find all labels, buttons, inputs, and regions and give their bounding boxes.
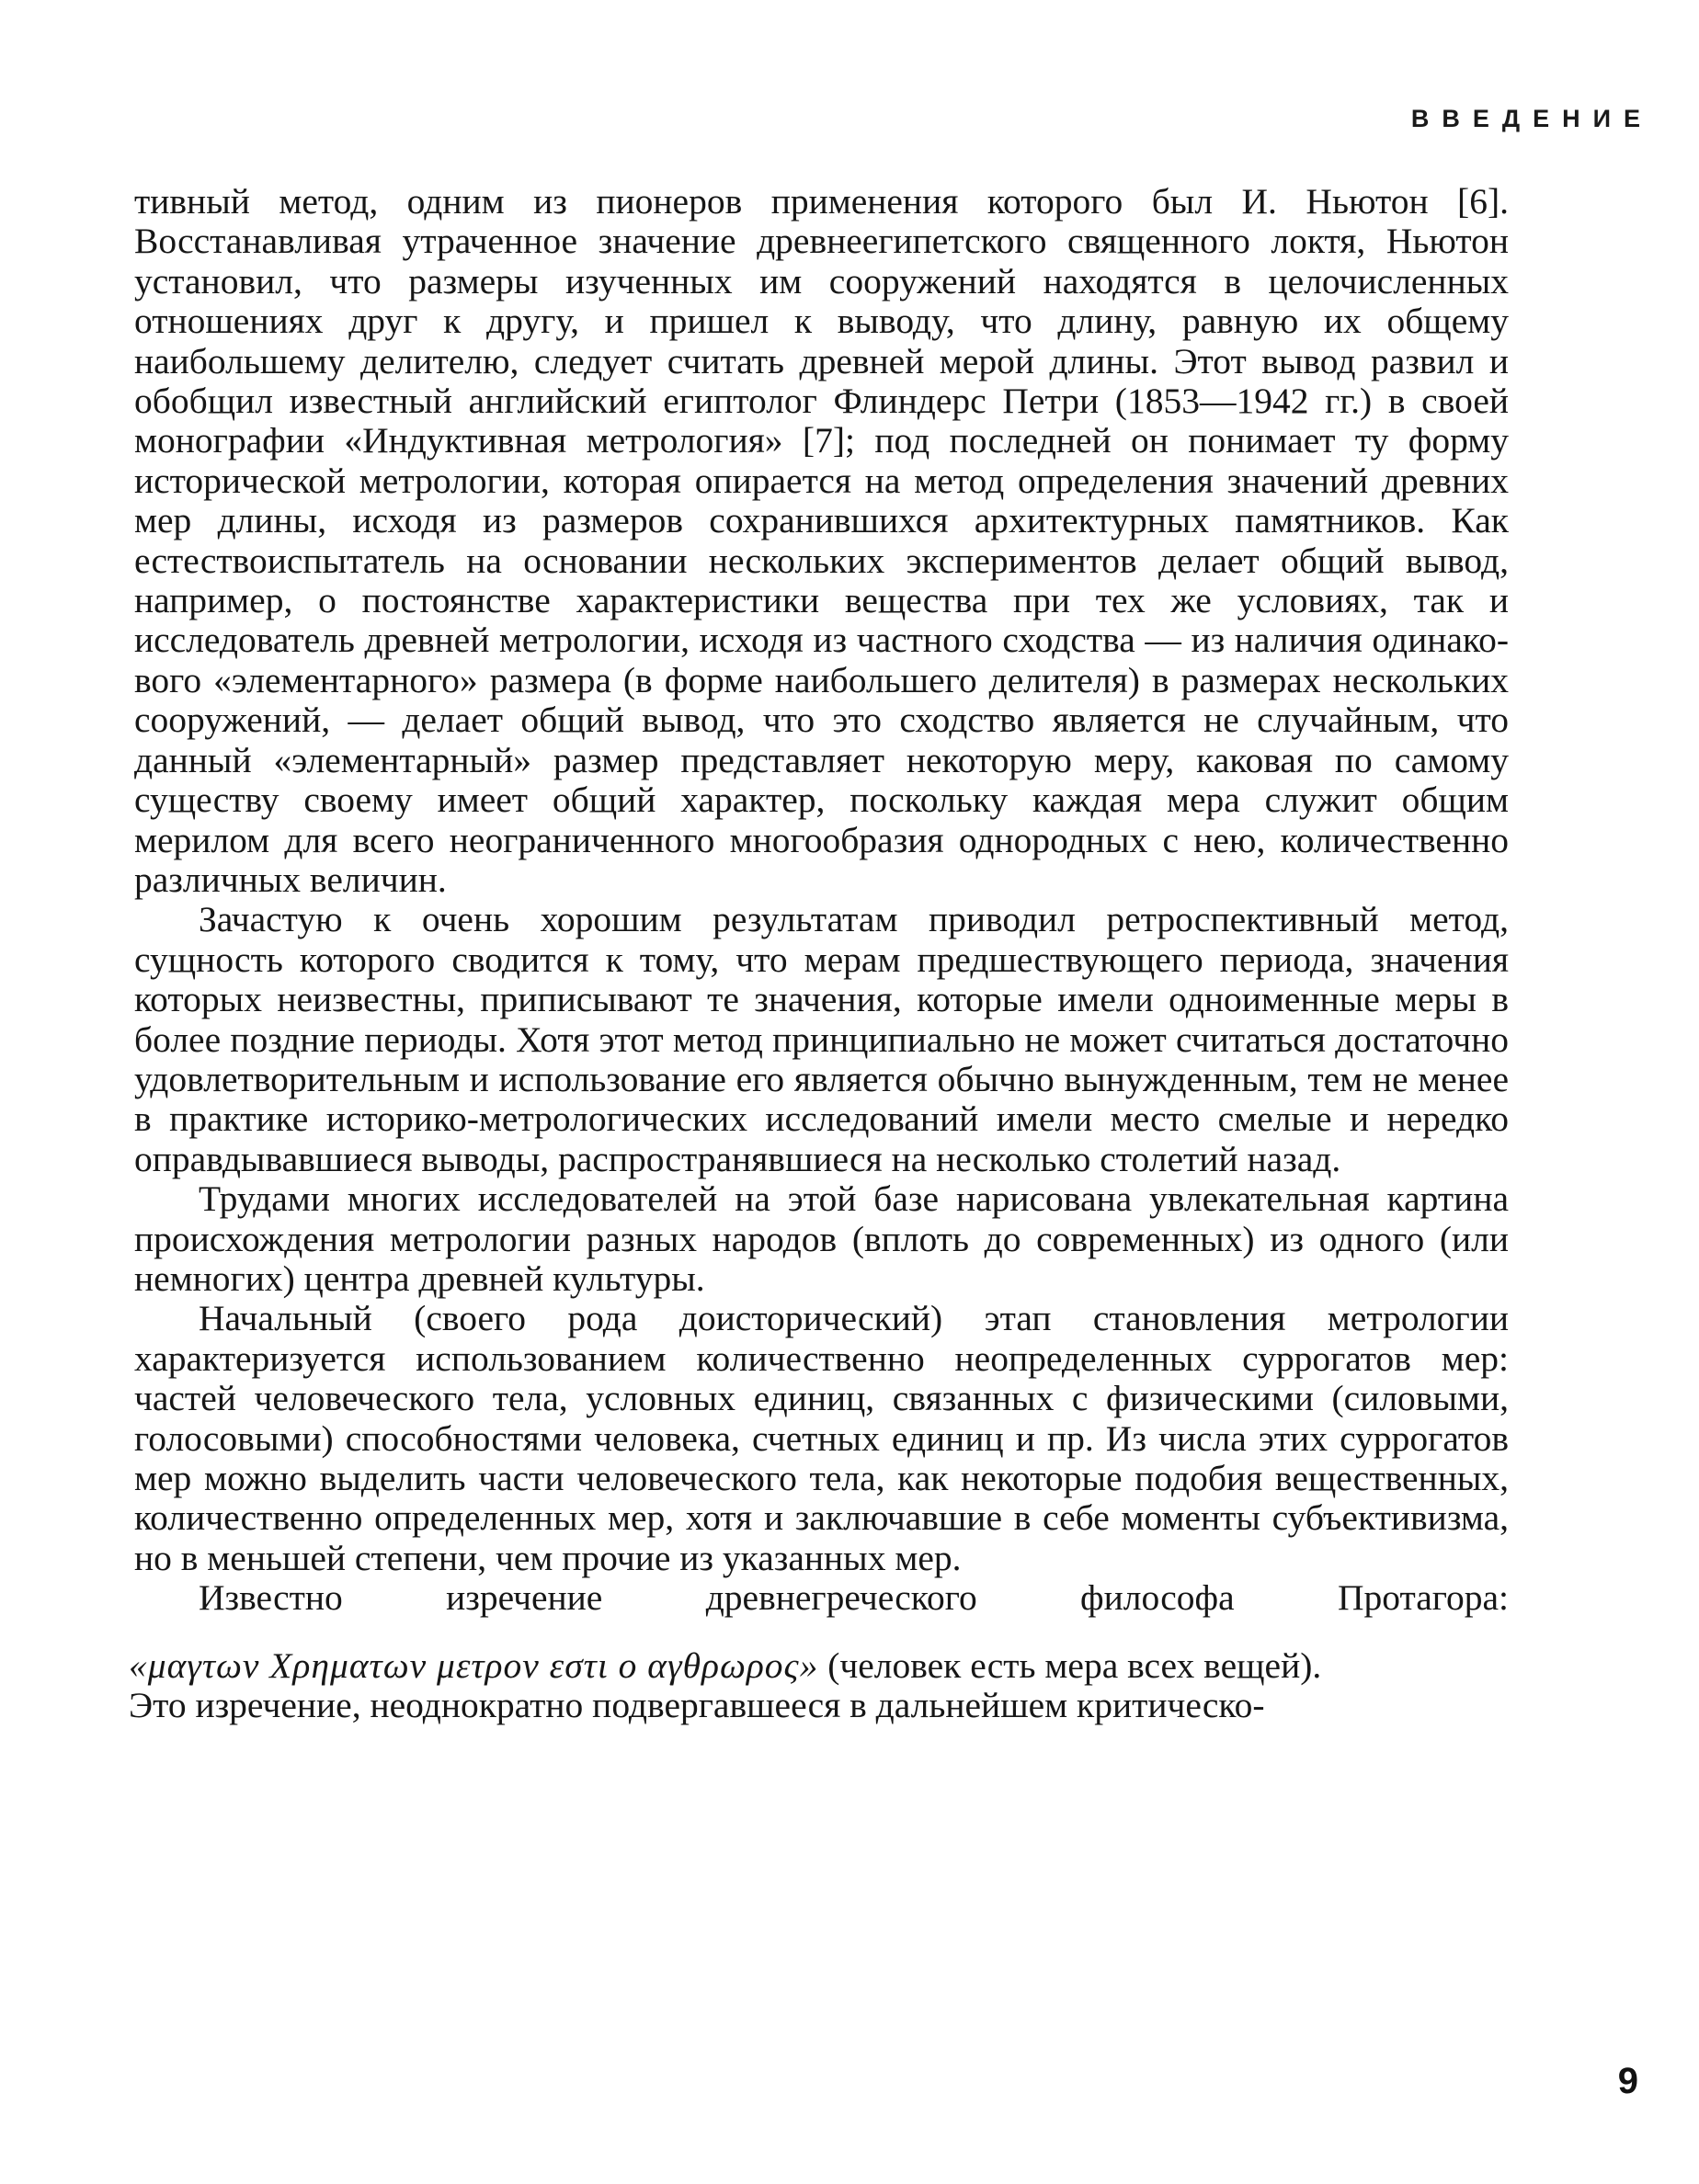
paragraph-5-continuation bbox=[129, 1644, 1509, 1726]
running-header: ВВЕДЕНИЕ bbox=[1410, 105, 1653, 132]
paragraph-4: Начальный (своего рода доисторический) этап становления метрологии характеризуется использованием количественно неопределенных суррогатов мер: частей человеческого тела, условных единиц, связанных с физическими (силовыми, голосовыми) способностями человека, счетных единиц и пр. Из числа этих суррогатов мер можно выделить части человеческого тела, как некоторые подобия вещественных, количественно определенных мер, хотя и заключавшие в себе моменты субъективизма, но в меньшей степени, чем прочие из указанных мер. bbox=[134, 1298, 1509, 1578]
greek-quote: «μαγτων Χρηματων μετρον εστι ο αγθρωρος» bbox=[129, 1644, 819, 1686]
paragraph-5 bbox=[134, 1578, 1509, 1618]
paragraph-2: Зачастую к очень хорошим результатам приводил ретроспективный метод, сущность которого сводится к тому, что мерам предшествующего периода, значения которых неизвестны, приписывают те значения, которые имели одноименные меры в более поздние периоды. Хотя этот метод принципиально не может считаться достаточно удовлетворительным и использование его является обычно вынужденным, тем не менее в практике историко-метрологических исследований имели место смелые и нередко оправдывавшиеся выводы, распространявшиеся на несколько столетий назад. bbox=[134, 899, 1509, 1179]
paragraph-5-line-1: Известно изречение древнегреческого философа Протагора: bbox=[199, 1577, 1509, 1619]
page-number: 9 bbox=[1617, 2061, 1638, 2101]
greek-quote-translation: (человек есть мера всех вещей). bbox=[818, 1644, 1322, 1686]
paragraph-5-line-3: Это изречение, неоднократно подвергавшееся в дальнейшем критическо- bbox=[129, 1685, 1265, 1726]
paragraph-1: тивный метод, одним из пионеров применения которого был И. Ньютон [6]. Восстанавливая утраченное значение древнеегипетского священного локтя, Ньютон установил, что размеры изученных им сооружений находятся в целочисленных отношениях друг к другу, и пришел к выводу, что длину, равную их общему наибольшему делителю, следует считать древней мерой длины. Этот вывод развил и обобщил известный английский египтолог Флиндерс Петри (1853—1942 гг.) в своей монографии «Индуктивная метрология» [7]; под последней он понимает ту форму исторической метрологии, которая опирается на метод определения значений древних мер длины, исходя из размеров сохранившихся архитектурных памятников. Как естествоиспытатель на основании нескольких экспериментов делает общий вывод, например, о постоянстве характеристики вещества при тех же условиях, так и исследователь древней метрологии, исходя из частного сходства — из наличия одинакового «элементарного» размера (в форме наибольшего делителя) в размерах нескольких сооружений, — делает общий вывод, что это сходство является не случайным, что данный «элементарный» размер представляет некоторую меру, каковая по самому существу своему имеет общий характер, поскольку каждая мера служит общим мерилом для всего неограниченного многообразия однородных с нею, количественно различных величин. bbox=[134, 181, 1509, 900]
text-body bbox=[129, 181, 1509, 1726]
greek-quote-line bbox=[129, 1646, 1509, 1686]
paragraph-3: Трудами многих исследователей на этой базе нарисована увлекательная картина происхождения метрологии разных народов (вплоть до современных) из одного (или немногих) центра древней культуры. bbox=[134, 1178, 1509, 1299]
